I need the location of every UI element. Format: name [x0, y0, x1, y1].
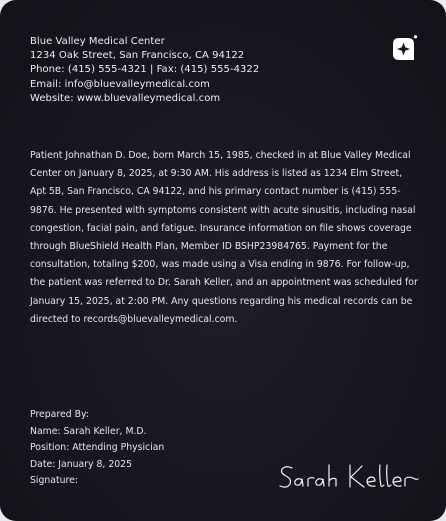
- clinic-header: [30, 35, 259, 106]
- signature-label: Signature:: [30, 475, 78, 487]
- preparer-name: Name: Sarah Keller, M.D.: [30, 425, 147, 437]
- prepared-by-label: Prepared By:: [30, 409, 89, 420]
- clinic-name: Blue Valley Medical Center: [30, 36, 165, 47]
- prepared-date: Date: January 8, 2025: [30, 458, 132, 470]
- clinic-website: Website: www.bluevalleymedical.com: [30, 92, 221, 104]
- handwritten-signature: [278, 462, 420, 492]
- record-paragraph: Patient Johnathan D. Doe, born March 15, 1985, checked in at Blue Valley Medical Center on January 8, 2025, at 9:30 AM. His address is listed as 1234 Elm Street, Apt 5B, San Francisco, CA 94122, and his primary contact number is (415) 555-9876. He presented with symptoms consistent with acute sinusitis, including nasal congestion, facial pain, and fatigue. Insurance information on file shows coverage through BlueShield Health Plan, Member ID BSHP23984765. Payment for the consultation, totaling $200, was made using a Visa ending in 9876. For follow-up, the patient was referred to Dr. Sarah Keller, and an appointment was scheduled for January 15, 2025, at 2:00 PM. Any questions regarding his medical records can be directed to records@bluevalleymedical.com.: [30, 150, 418, 325]
- clinic-phone-fax: Phone: (415) 555-4321 | Fax: (415) 555-4322: [30, 64, 260, 76]
- clinic-email: Email: info@bluevalleymedical.com: [30, 78, 210, 90]
- sparkle-square-icon: [389, 34, 418, 63]
- clinic-address: 1234 Oak Street, San Francisco, CA 94122: [30, 50, 245, 62]
- preparer-position: Position: Attending Physician: [30, 442, 165, 454]
- prepared-by-block: [30, 407, 164, 490]
